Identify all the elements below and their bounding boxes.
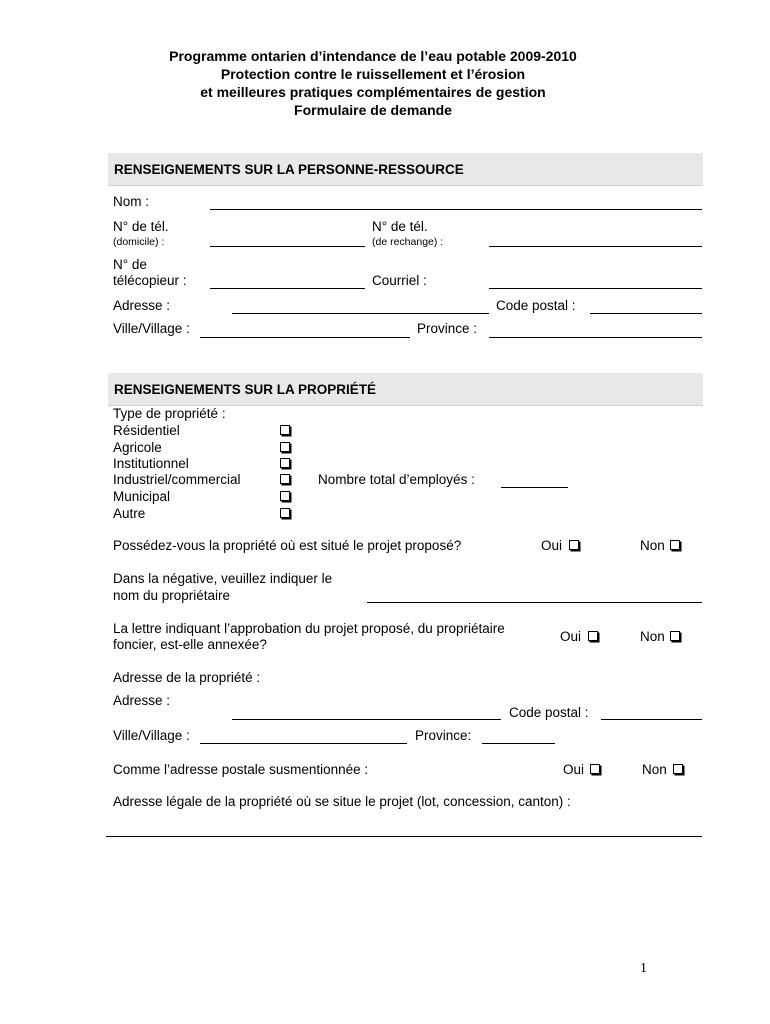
- type-residential-label: Résidentiel: [113, 423, 180, 438]
- province-label: Province :: [417, 321, 478, 336]
- home-phone-field[interactable]: [210, 246, 365, 247]
- same-address-question: Comme l’adresse postale susmentionnée :: [113, 762, 369, 777]
- type-municipal-label: Municipal: [113, 489, 171, 504]
- email-label: Courriel :: [372, 273, 427, 288]
- home-phone-sublabel: (domicile) :: [113, 236, 165, 248]
- property-address-heading: Adresse de la propriété :: [113, 670, 261, 685]
- title-line-2: Protection contre le ruissellement et l’érosion: [220, 66, 526, 82]
- home-phone-label: N° de tél.: [113, 219, 169, 234]
- alt-phone-label: N° de tél.: [372, 219, 428, 234]
- owner-name-field[interactable]: [367, 602, 702, 603]
- letter-yes-checkbox[interactable]: [588, 631, 598, 641]
- city-field[interactable]: [200, 337, 410, 338]
- alt-phone-field[interactable]: [489, 246, 702, 247]
- approval-letter-question-1: La lettre indiquant l’approbation du projet proposé, du propriétaire: [113, 621, 505, 636]
- type-agricultural-label: Agricole: [113, 440, 162, 455]
- page-number: 1: [640, 961, 647, 976]
- type-institutional-checkbox[interactable]: [280, 458, 290, 468]
- property-province-field[interactable]: [482, 743, 555, 744]
- same-yes-label: Oui: [563, 762, 585, 777]
- property-type-label: Type de propriété :: [113, 406, 226, 421]
- name-field[interactable]: [210, 209, 702, 210]
- property-section-title: RENSEIGNEMENTS SUR LA PROPRIÉTÉ: [114, 382, 377, 397]
- type-commercial-checkbox[interactable]: [280, 474, 290, 484]
- property-section-header: [108, 373, 703, 406]
- type-other-checkbox[interactable]: [280, 508, 290, 518]
- own-yes-checkbox[interactable]: [569, 540, 579, 550]
- own-yes-label: Oui: [541, 538, 563, 553]
- title-line-1: Programme ontarien d’intendance de l’eau potable 2009-2010: [169, 48, 577, 64]
- employees-label: Nombre total d’employés :: [318, 472, 475, 487]
- letter-no-label: Non: [640, 629, 665, 644]
- same-yes-checkbox[interactable]: [590, 764, 600, 774]
- type-municipal-checkbox[interactable]: [280, 491, 290, 501]
- type-residential-checkbox[interactable]: [280, 425, 290, 435]
- legal-address-label: Adresse légale de la propriété où se situe le projet (lot, concession, canton) :: [113, 794, 571, 809]
- type-other-label: Autre: [113, 506, 146, 521]
- type-agricultural-checkbox[interactable]: [280, 442, 290, 452]
- address-field[interactable]: [232, 313, 489, 314]
- type-institutional-label: Institutionnel: [113, 456, 189, 471]
- letter-no-checkbox[interactable]: [670, 631, 680, 641]
- same-no-checkbox[interactable]: [673, 764, 683, 774]
- fax-label-2: télécopieur :: [113, 273, 187, 288]
- contact-section-title: RENSEIGNEMENTS SUR LA PERSONNE-RESSOURCE: [114, 162, 464, 177]
- own-no-label: Non: [640, 538, 665, 553]
- postal-code-label: Code postal :: [496, 298, 576, 313]
- address-label: Adresse :: [113, 298, 171, 313]
- fax-field[interactable]: [210, 288, 365, 289]
- property-postal-field[interactable]: [601, 719, 702, 720]
- letter-yes-label: Oui: [560, 629, 582, 644]
- title-line-3: et meilleures pratiques complémentaires de gestion: [200, 84, 546, 100]
- alt-phone-sublabel: (de rechange) :: [372, 236, 444, 248]
- type-commercial-label: Industriel/commercial: [113, 472, 241, 487]
- property-address-label: Adresse :: [113, 693, 171, 708]
- own-property-question: Possédez-vous la propriété où est situé le projet proposé?: [113, 538, 462, 553]
- employees-field[interactable]: [501, 487, 568, 488]
- contact-section-header: [108, 153, 703, 186]
- fax-label-1: N° de: [113, 257, 147, 272]
- owner-name-label-2: nom du propriétaire: [113, 588, 231, 603]
- email-field[interactable]: [489, 288, 702, 289]
- legal-address-field[interactable]: [106, 836, 702, 837]
- province-field[interactable]: [489, 337, 702, 338]
- property-city-field[interactable]: [200, 743, 407, 744]
- own-no-checkbox[interactable]: [670, 540, 680, 550]
- city-label: Ville/Village :: [113, 321, 190, 336]
- name-label: Nom :: [113, 194, 150, 209]
- owner-name-label-1: Dans la négative, veuillez indiquer le: [113, 571, 333, 586]
- same-no-label: Non: [642, 762, 667, 777]
- property-province-label: Province:: [415, 728, 472, 743]
- approval-letter-question-2: foncier, est-elle annexée?: [113, 637, 267, 652]
- postal-code-field[interactable]: [590, 313, 702, 314]
- property-city-label: Ville/Village :: [113, 728, 190, 743]
- property-postal-label: Code postal :: [509, 705, 589, 720]
- property-address-field[interactable]: [232, 719, 501, 720]
- title-line-4: Formulaire de demande: [294, 102, 452, 118]
